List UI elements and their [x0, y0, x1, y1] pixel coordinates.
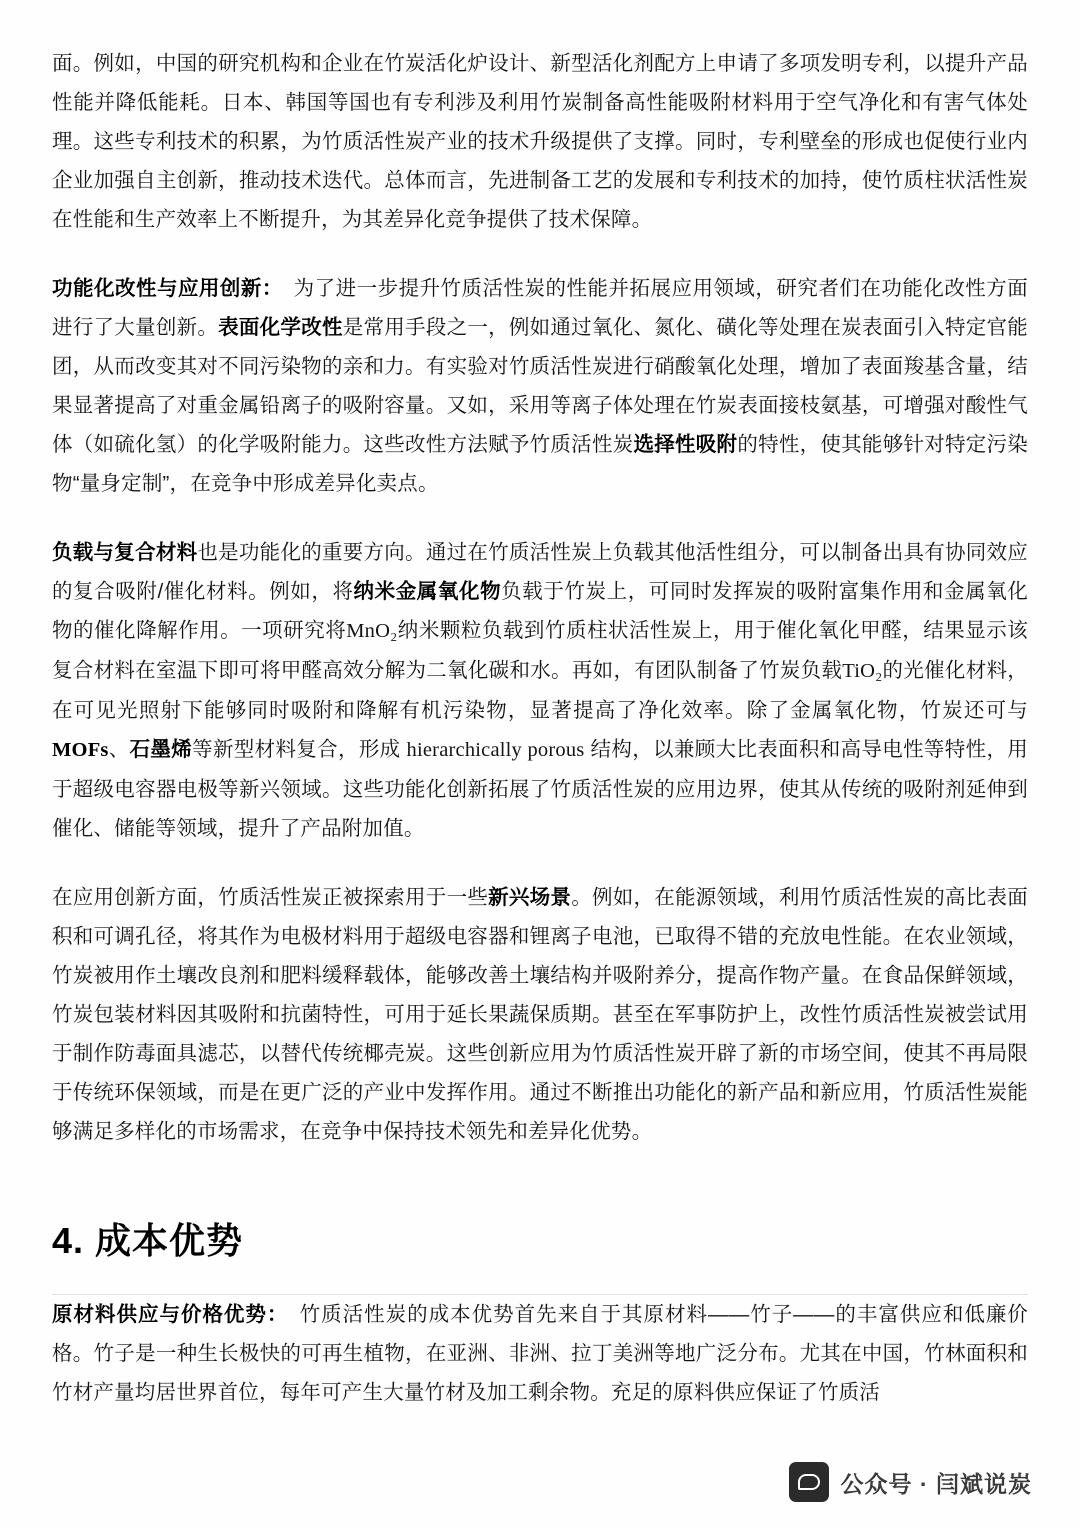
- text-run: 纳米颗粒负载到竹质柱状活性炭上，用于催化氧化甲醛，结果显示该复合材料在室温下即可将甲醛高效分解为二氧化碳和水。再如，有团队制备了竹炭负载: [52, 619, 1028, 682]
- text-run: 竹质活性炭的成本优势首先来自于其原材料——竹子——的丰富供应和低廉价格。竹子是一种生长极快的可再生植物，在亚洲、非洲、拉丁美洲等地广泛分布。尤其在中国，竹林面积和竹材产量均居世界首位，每年可产生大量竹材及加工剩余物。充足的原料供应保证了竹质活: [52, 1303, 1029, 1404]
- text-run: 结构，以兼顾大比表面积和高导电性等特性，用于超级电容器电极等新兴领域。这些功能化创新拓展了竹质活性炭的应用边界，使其从传统的吸附剂延伸到催化、储能等领域，提升了产品附加值。: [52, 738, 1028, 840]
- text-run: 纳米金属氧化物: [353, 580, 502, 603]
- text-run: hierarchically porous: [406, 739, 585, 761]
- text-run: 的光催化材料，在可见光照射下能够同时吸附和降解有机污染物，显著提高了净化效率。除了金属氧化物，竹炭还可与: [52, 659, 1028, 722]
- wechat-logo-icon: [789, 1462, 829, 1502]
- paragraph-new-scenarios: [52, 878, 1028, 1151]
- paragraph-raw-material-cost: [52, 1295, 1028, 1412]
- text-run: 选择性吸附: [633, 433, 738, 456]
- text-run: 在应用创新方面，竹质活性炭正被探索用于一些: [52, 886, 489, 909]
- text-run: 功能化改性与应用创新：: [52, 277, 273, 300]
- paragraph-functional-modification: [52, 269, 1028, 503]
- text-run: MnO₂: [346, 620, 398, 642]
- paragraph-patents: [52, 44, 1028, 239]
- footer-account-label: 公众号 · 闫斌说炭: [840, 1470, 1032, 1497]
- text-run: 为了进一步提升竹质活性炭的性能并拓展应用领域，研究者们在功能化改性方面进行了大量创新。: [52, 277, 1028, 339]
- text-run: 石墨烯: [129, 738, 193, 761]
- text-run: 等新型材料复合，形成: [192, 738, 407, 761]
- text-run: 新兴场景: [488, 886, 572, 909]
- text-run: 也是功能化的重要方向。通过在竹质活性炭上负载其他活性组分，可以制备出具有协同效应的复合吸附/催化材料。例如，将: [52, 541, 1028, 603]
- text-run: 的特性，使其能够针对特定污染物“量身定制”，在竞争中形成差异化卖点。: [52, 433, 1028, 495]
- text-run: 表面化学改性: [218, 316, 343, 339]
- text-run: TiO₂: [842, 660, 883, 682]
- text-run: MOFs: [52, 739, 109, 761]
- text-run: 原材料供应与价格优势：: [52, 1303, 279, 1326]
- section-heading-cost-advantage: 4. 成本优势: [52, 1220, 244, 1261]
- text-run: 面。例如，中国的研究机构和企业在竹炭活化炉设计、新型活化剂配方上申请了多项发明专利，以提升产品性能并降低能耗。日本、韩国等国也有专利涉及利用竹炭制备高性能吸附材料用于空气净化和有害气体处理。这些专利技术的积累，为竹质活性炭产业的技术升级提供了支撑。同时，专利壁垒的形成也促使行业内企业加强自主创新，推动技术迭代。总体而言，先进制备工艺的发展和专利技术的加持，使竹质柱状活性炭在性能和生产效率上不断提升，为其差异化竞争提供了技术保障。: [52, 52, 1028, 231]
- paragraph-composite-materials: [52, 533, 1028, 848]
- text-run: 负载与复合材料: [52, 541, 198, 564]
- text-run: 。例如，在能源领域，利用竹质活性炭的高比表面积和可调孔径，将其作为电极材料用于超级电容器和锂离子电池，已取得不错的充放电性能。在农业领域，竹炭被用作土壤改良剂和肥料缓释载体，能够改善土壤结构并吸附养分，提高作物产量。在食品保鲜领域，竹炭包装材料因其吸附和抗菌特性，可用于延长果蔬保质期。甚至在军事防护上，改性竹质活性炭被尝试用于制作防毒面具滤芯，以替代传统椰壳炭。这些创新应用为竹质活性炭开辟了新的市场空间，使其不再局限于传统环保领域，而是在更广泛的产业中发挥作用。通过不断推出功能化的新产品和新应用，竹质活性炭能够满足多样化的市场需求，在竞争中保持技术领先和差异化优势。: [52, 886, 1028, 1143]
- footer-watermark: [789, 1462, 1032, 1502]
- text-run: 负载于竹炭上，可同时发挥炭的吸附富集作用和金属氧化物的催化降解作用。一项研究将: [52, 580, 1028, 642]
- document-body: [52, 44, 1028, 1412]
- text-run: 是常用手段之一，例如通过氧化、氮化、磺化等处理在炭表面引入特定官能团，从而改变其对不同污染物的亲和力。有实验对竹质活性炭进行硝酸氧化处理，增加了表面羧基含量，结果显著提高了对重金属铅离子的吸附容量。又如，采用等离子体处理在竹炭表面接枝氨基，可增强对酸性气体（如硫化氢）的化学吸附能力。这些改性方法赋予竹质活性炭: [52, 316, 1028, 456]
- text-run: 、: [108, 738, 130, 761]
